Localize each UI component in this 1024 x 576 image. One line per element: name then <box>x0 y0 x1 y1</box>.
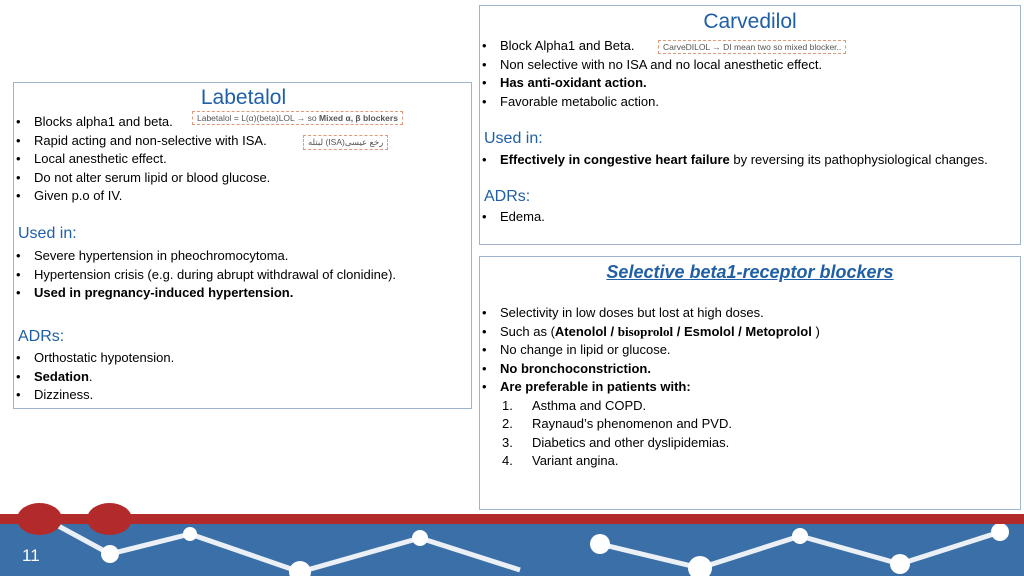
labetalol-adrs <box>14 349 174 405</box>
carvedilol-panel <box>479 5 1021 245</box>
list-item: • Blocks alpha1 and beta. <box>14 113 270 132</box>
list-item: • Effectively in congestive heart failure by reversing its pathophysiological changes. <box>480 151 1020 170</box>
labetalol-used-in <box>14 247 396 303</box>
list-item: • Sedation. <box>14 368 174 387</box>
selective-numbered-list <box>480 397 1020 471</box>
list-item: • Are preferable in patients with: <box>480 378 1020 397</box>
carvedilol-note: CarveDILOL → DI mean two so mixed blocker.. <box>658 40 846 54</box>
list-item: • Has anti-oxidant action. <box>480 74 1020 93</box>
list-item: • Severe hypertension in pheochromocytoma. <box>14 247 396 266</box>
list-item: • Do not alter serum lipid or blood glucose. <box>14 169 270 188</box>
list-item: 4. Variant angina. <box>480 452 1020 471</box>
carvedilol-adrs <box>480 208 1020 227</box>
carvedilol-adrs-label: ADRs: <box>484 187 531 205</box>
selective-title: Selective beta1-receptor blockers <box>606 262 894 282</box>
list-item: • Dizziness. <box>14 386 174 405</box>
list-item: • Local anesthetic effect. <box>14 150 270 169</box>
labetalol-panel <box>13 82 472 409</box>
labetalol-note-2: لبتله (ISA)رخع عيسى <box>303 135 388 150</box>
list-item: • No bronchoconstriction. <box>480 360 1020 379</box>
list-item: • Orthostatic hypotension. <box>14 349 174 368</box>
footer-red-dot <box>87 503 132 535</box>
carvedilol-used-in-label: Used in: <box>484 130 543 147</box>
selective-bullets <box>480 304 1020 397</box>
list-item: • Non selective with no ISA and no local anesthetic effect. <box>480 56 1020 75</box>
carvedilol-title: Carvedilol <box>703 10 797 33</box>
labetalol-title: Labetalol <box>200 86 287 109</box>
list-item: • Such as (Atenolol / bisoprolol / Esmolol / Metoprolol ) <box>480 323 1020 342</box>
list-item: • Edema. <box>480 208 1020 227</box>
list-item: • Used in pregnancy-induced hypertension. <box>14 284 396 303</box>
list-item: • Selectivity in low doses but lost at high doses. <box>480 304 1020 323</box>
list-item: • Rapid acting and non-selective with ISA. <box>14 132 270 151</box>
page-number: 11 <box>22 546 40 565</box>
list-item: 1. Asthma and COPD. <box>480 397 1020 416</box>
list-item: 2. Raynaud’s phenomenon and PVD. <box>480 415 1020 434</box>
list-item: • Given p.o of IV. <box>14 187 270 206</box>
list-item: • Favorable metabolic action. <box>480 93 1020 112</box>
footer-red-bar <box>0 514 1024 524</box>
list-item: • Block Alpha1 and Beta. <box>480 37 1020 56</box>
footer-red-dot <box>17 503 62 535</box>
list-item: • No change in lipid or glucose. <box>480 341 1020 360</box>
labetalol-adrs-label: ADRs: <box>18 328 65 345</box>
molecule-decoration <box>0 524 1024 576</box>
labetalol-note-1: Labetalol = L(α)(beta)LOL → so Mixed α, β blockers <box>192 111 403 125</box>
footer-band <box>0 524 1024 576</box>
labetalol-bullets <box>14 113 270 206</box>
carvedilol-used-in <box>480 151 1020 170</box>
list-item: 3. Diabetics and other dyslipidemias. <box>480 434 1020 453</box>
labetalol-used-in-label: Used in: <box>18 225 77 242</box>
list-item: • Hypertension crisis (e.g. during abrupt withdrawal of clonidine). <box>14 266 396 285</box>
selective-beta1-panel <box>479 256 1021 510</box>
